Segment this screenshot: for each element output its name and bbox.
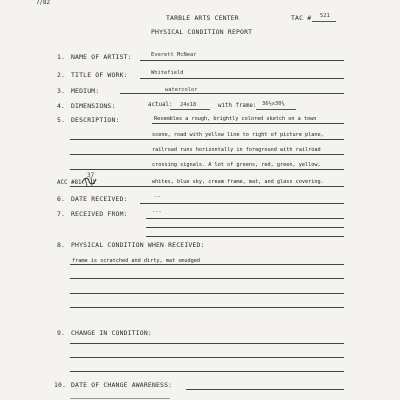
description-rule-5 (70, 186, 344, 187)
date-received-line (140, 203, 344, 204)
received-from-label: RECEIVED FROM: (71, 210, 128, 218)
field-7-number: 7. (57, 210, 66, 218)
description-line-1: Resembles a rough, brightly colored sketch on a town (154, 116, 317, 122)
tac-label: TAC # (291, 14, 312, 22)
acc-label: ACC #81. (57, 180, 85, 186)
title-line (140, 78, 344, 79)
date-received-value: -- (154, 194, 161, 200)
medium-label: MEDIUM: (71, 87, 100, 95)
medium-value: watercolor (165, 87, 198, 93)
description-label: DESCRIPTION: (71, 116, 120, 124)
field-2-number: 2. (57, 71, 66, 79)
acc-suffix: 1 (92, 180, 96, 186)
change-date-line (186, 389, 344, 390)
org-name: TARBLE ARTS CENTER (166, 14, 239, 22)
description-line-3: railroad runs horizontally in foreground with railroad (152, 147, 321, 153)
field-6-number: 6. (57, 195, 66, 203)
description-rule-3 (70, 154, 344, 155)
artist-label: NAME OF ARTIST: (71, 53, 132, 61)
field-8-number: 8. (57, 241, 66, 249)
cut-off-next-field (70, 398, 170, 399)
dimensions-actual-line (170, 109, 210, 110)
dimensions-frame-label: with frame: (218, 103, 257, 109)
field-4-number: 4. (57, 102, 66, 110)
dimensions-label: DIMENSIONS: (71, 102, 116, 110)
dimensions-frame-value: 36½x30¼ (262, 101, 285, 107)
condition-rule-3 (70, 293, 344, 294)
dimensions-actual-value: 24x18 (180, 102, 197, 108)
field-9-number: 9. (57, 329, 66, 337)
field-5-number: 5. (57, 116, 66, 124)
description-rule-2 (70, 139, 344, 140)
change-condition-label: CHANGE IN CONDITION: (71, 329, 152, 337)
received-from-line-3 (146, 236, 344, 237)
change-date-label: DATE OF CHANGE AWARENESS: (71, 381, 173, 389)
change-rule-2 (70, 357, 344, 358)
condition-rule-4 (70, 307, 344, 308)
description-line-2: scene, road with yellow line to right of picture plane, (152, 132, 324, 138)
page-reference: 7/82 (36, 0, 50, 6)
received-from-line-2 (146, 227, 344, 228)
condition-received-value: frame is scratched and dirty, mat smudged (72, 258, 201, 264)
report-title: PHYSICAL CONDITION REPORT (151, 28, 253, 36)
artist-value: Everett McNear (151, 52, 197, 58)
field-1-number: 1. (57, 53, 66, 61)
change-rule-1 (70, 343, 344, 344)
description-line-4: crossing signals. A lot of greens, red, green, yellow, (152, 162, 321, 168)
tac-number: 521 (320, 13, 330, 19)
change-rule-3 (70, 371, 344, 372)
date-received-label: DATE RECEIVED: (71, 195, 128, 203)
condition-rule-1 (70, 264, 344, 265)
received-from-line-1 (146, 218, 344, 219)
description-line-5: whites, blue sky, cream frame, mat, and glass covering. (152, 179, 324, 185)
condition-received-label: PHYSICAL CONDITION WHEN RECEIVED: (71, 241, 205, 249)
tac-underline (312, 21, 336, 22)
acc-value: 37 (87, 172, 95, 179)
description-rule-1 (152, 123, 344, 124)
title-label: TITLE OF WORK: (71, 71, 128, 79)
received-from-value: --- (152, 209, 162, 215)
field-10-number: 10. (54, 381, 67, 389)
description-rule-4 (70, 169, 344, 170)
field-3-number: 3. (57, 87, 66, 95)
acc-scribble-icon (81, 174, 97, 188)
dimensions-actual-label: actual: (148, 102, 173, 108)
title-value: Whitefield (151, 70, 184, 76)
medium-line (120, 93, 344, 94)
artist-line (140, 60, 344, 61)
dimensions-frame-line (256, 109, 296, 110)
condition-rule-2 (70, 278, 344, 279)
